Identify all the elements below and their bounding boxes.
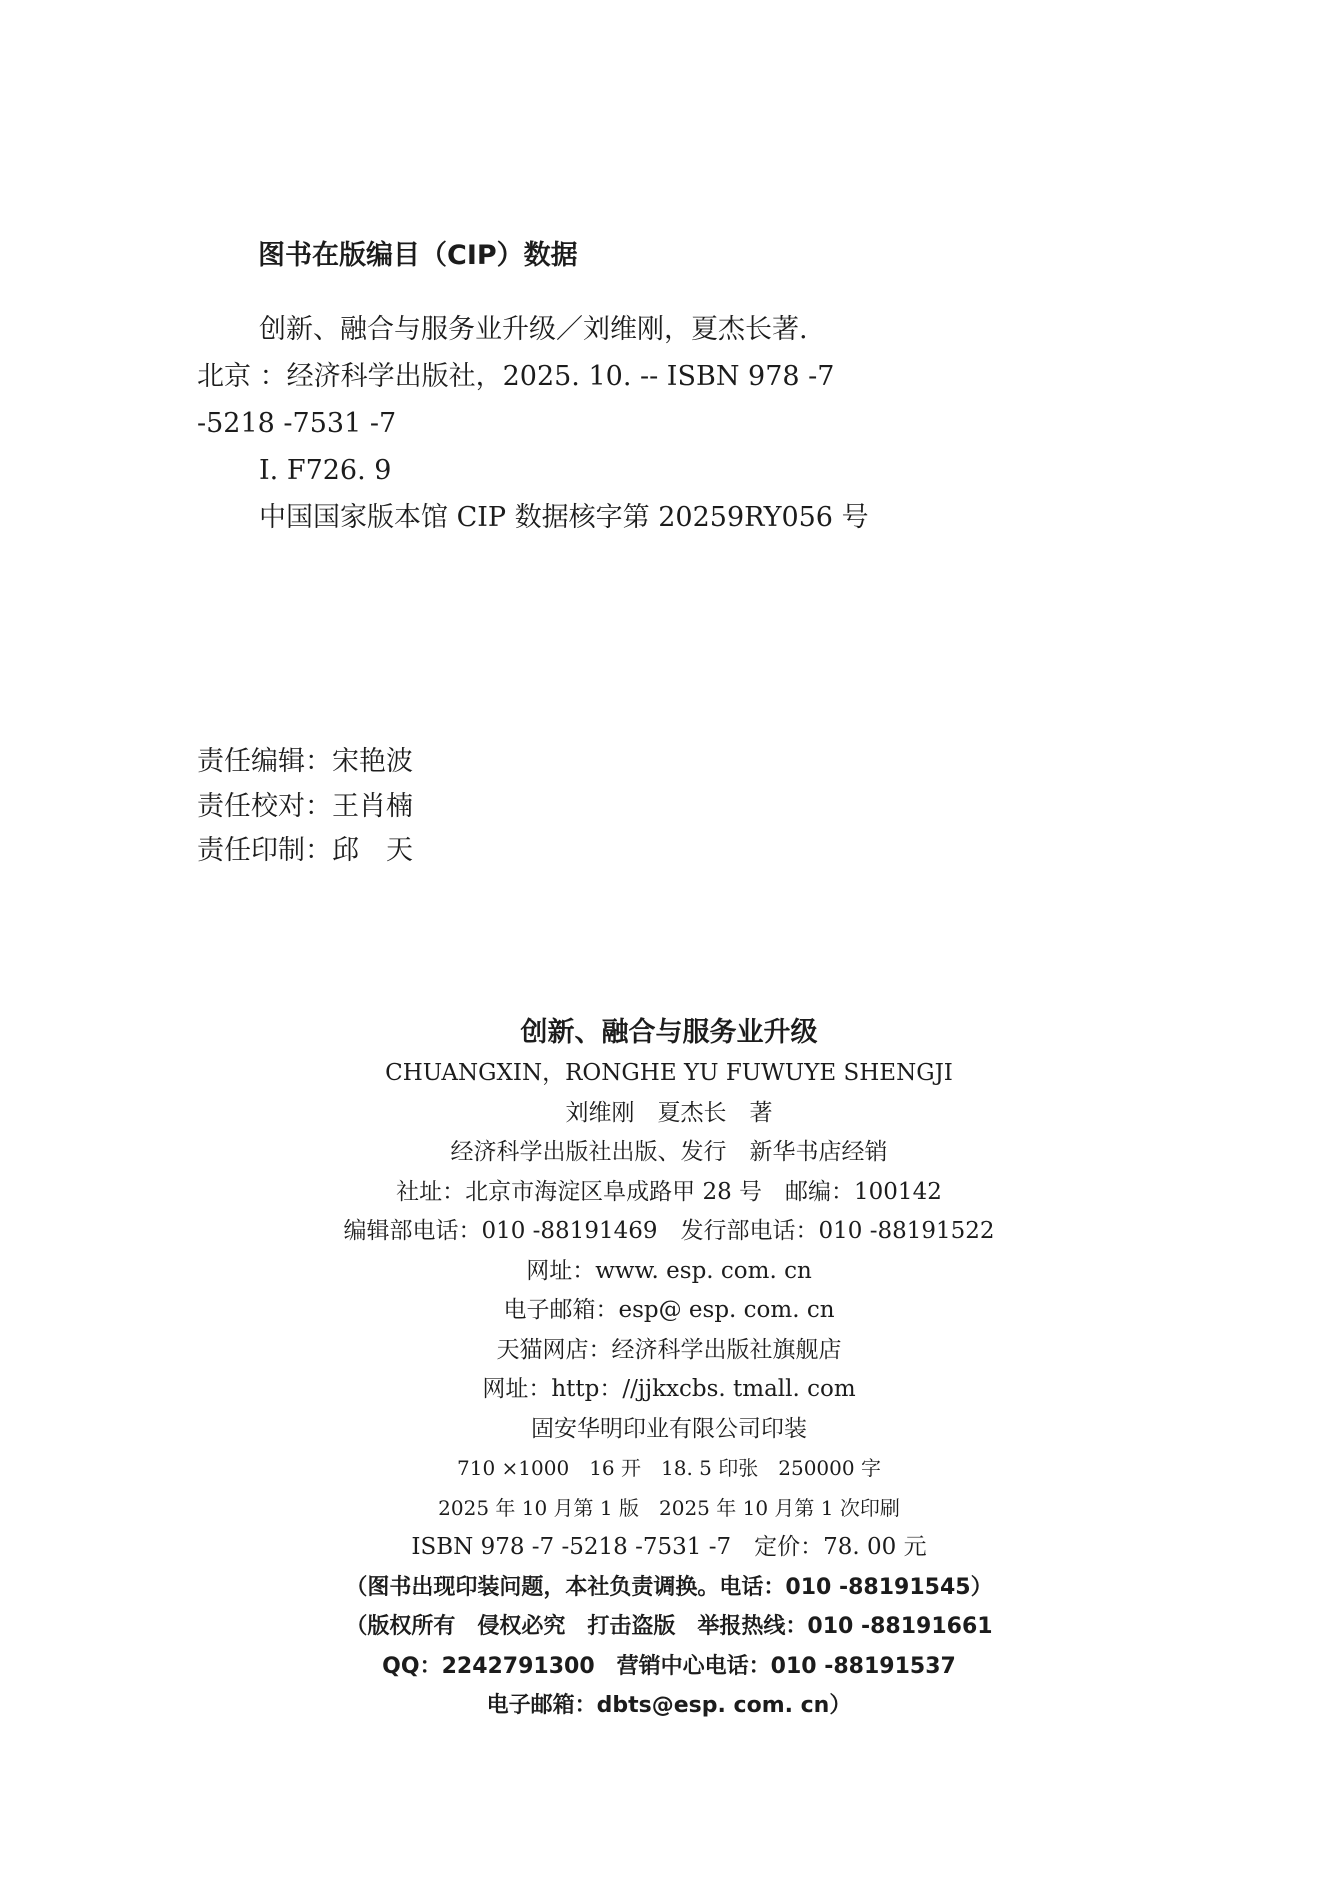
book-title: 创新、融合与服务业升级 [520,1017,818,1048]
cip-isbn-continued-line: -5218 -7531 -7 [197,408,397,439]
cip-data-block [197,306,917,541]
printer: 固安华明印业有限公司印装 [531,1415,807,1442]
isbn-price: ISBN 978 -7 -5218 -7531 -7 定价：78. 00 元 [411,1534,927,1560]
marketing-contact: QQ：2242791300 营销中心电话：010 -88191537 [382,1653,956,1679]
cip-classification-line: Ⅰ. F726. 9 [259,455,392,486]
publisher-email: 电子邮箱：esp@ esp. com. cn [503,1297,835,1323]
responsible-proofreader: 责任校对：王肖楠 [197,790,413,822]
tmall-store-url: 网址：http：//jjkxcbs. tmall. com [482,1376,856,1402]
defect-notice: （图书出现印装问题，本社负责调换。电话：010 -88191545） [345,1574,993,1600]
publisher-address: 社址：北京市海淀区阜成路甲 28 号 邮编：100142 [396,1178,942,1205]
publisher-line: 经济科学出版社出版、发行 新华书店经销 [450,1139,888,1165]
copyright-notice: （版权所有 侵权必究 打击盗版 举报热线：010 -88191661 [345,1614,993,1639]
authors: 刘维刚 夏杰长 著 [565,1099,773,1126]
edition-info: 2025 年 10 月第 1 版 2025 年 10 月第 1 次印刷 [438,1495,900,1520]
cip-record-number-line: 中国国家版本馆 CIP 数据核字第 20259RY056 号 [259,502,869,533]
publisher-website: 网址：www. esp. com. cn [526,1257,812,1284]
colophon [0,1012,1338,1726]
tmall-store: 天猫网店：经济科学出版社旗舰店 [496,1336,842,1363]
pinyin-title: CHUANGXIN，RONGHE YU FUWUYE SHENGJI [385,1060,953,1086]
responsible-editor: 责任编辑：宋艳波 [197,746,413,777]
complaint-email: 电子邮箱：dbts@esp. com. cn） [486,1693,852,1718]
publisher-phones: 编辑部电话：010 -88191469 发行部电话：010 -88191522 [343,1218,995,1244]
responsible-printing: 责任印制：邱 天 [197,835,413,866]
responsible-staff-list [197,740,413,874]
cip-heading: 图书在版编目（CIP）数据 [258,240,578,271]
book-specs: 710 ×1000 16 开 18. 5 印张 250000 字 [457,1456,881,1480]
cip-title-line: 创新、融合与服务业升级／刘维刚，夏杰长著. [259,314,808,345]
cip-publisher-line: 北京 ：经济科学出版社，2025. 10. -- ISBN 978 -7 [197,361,835,392]
